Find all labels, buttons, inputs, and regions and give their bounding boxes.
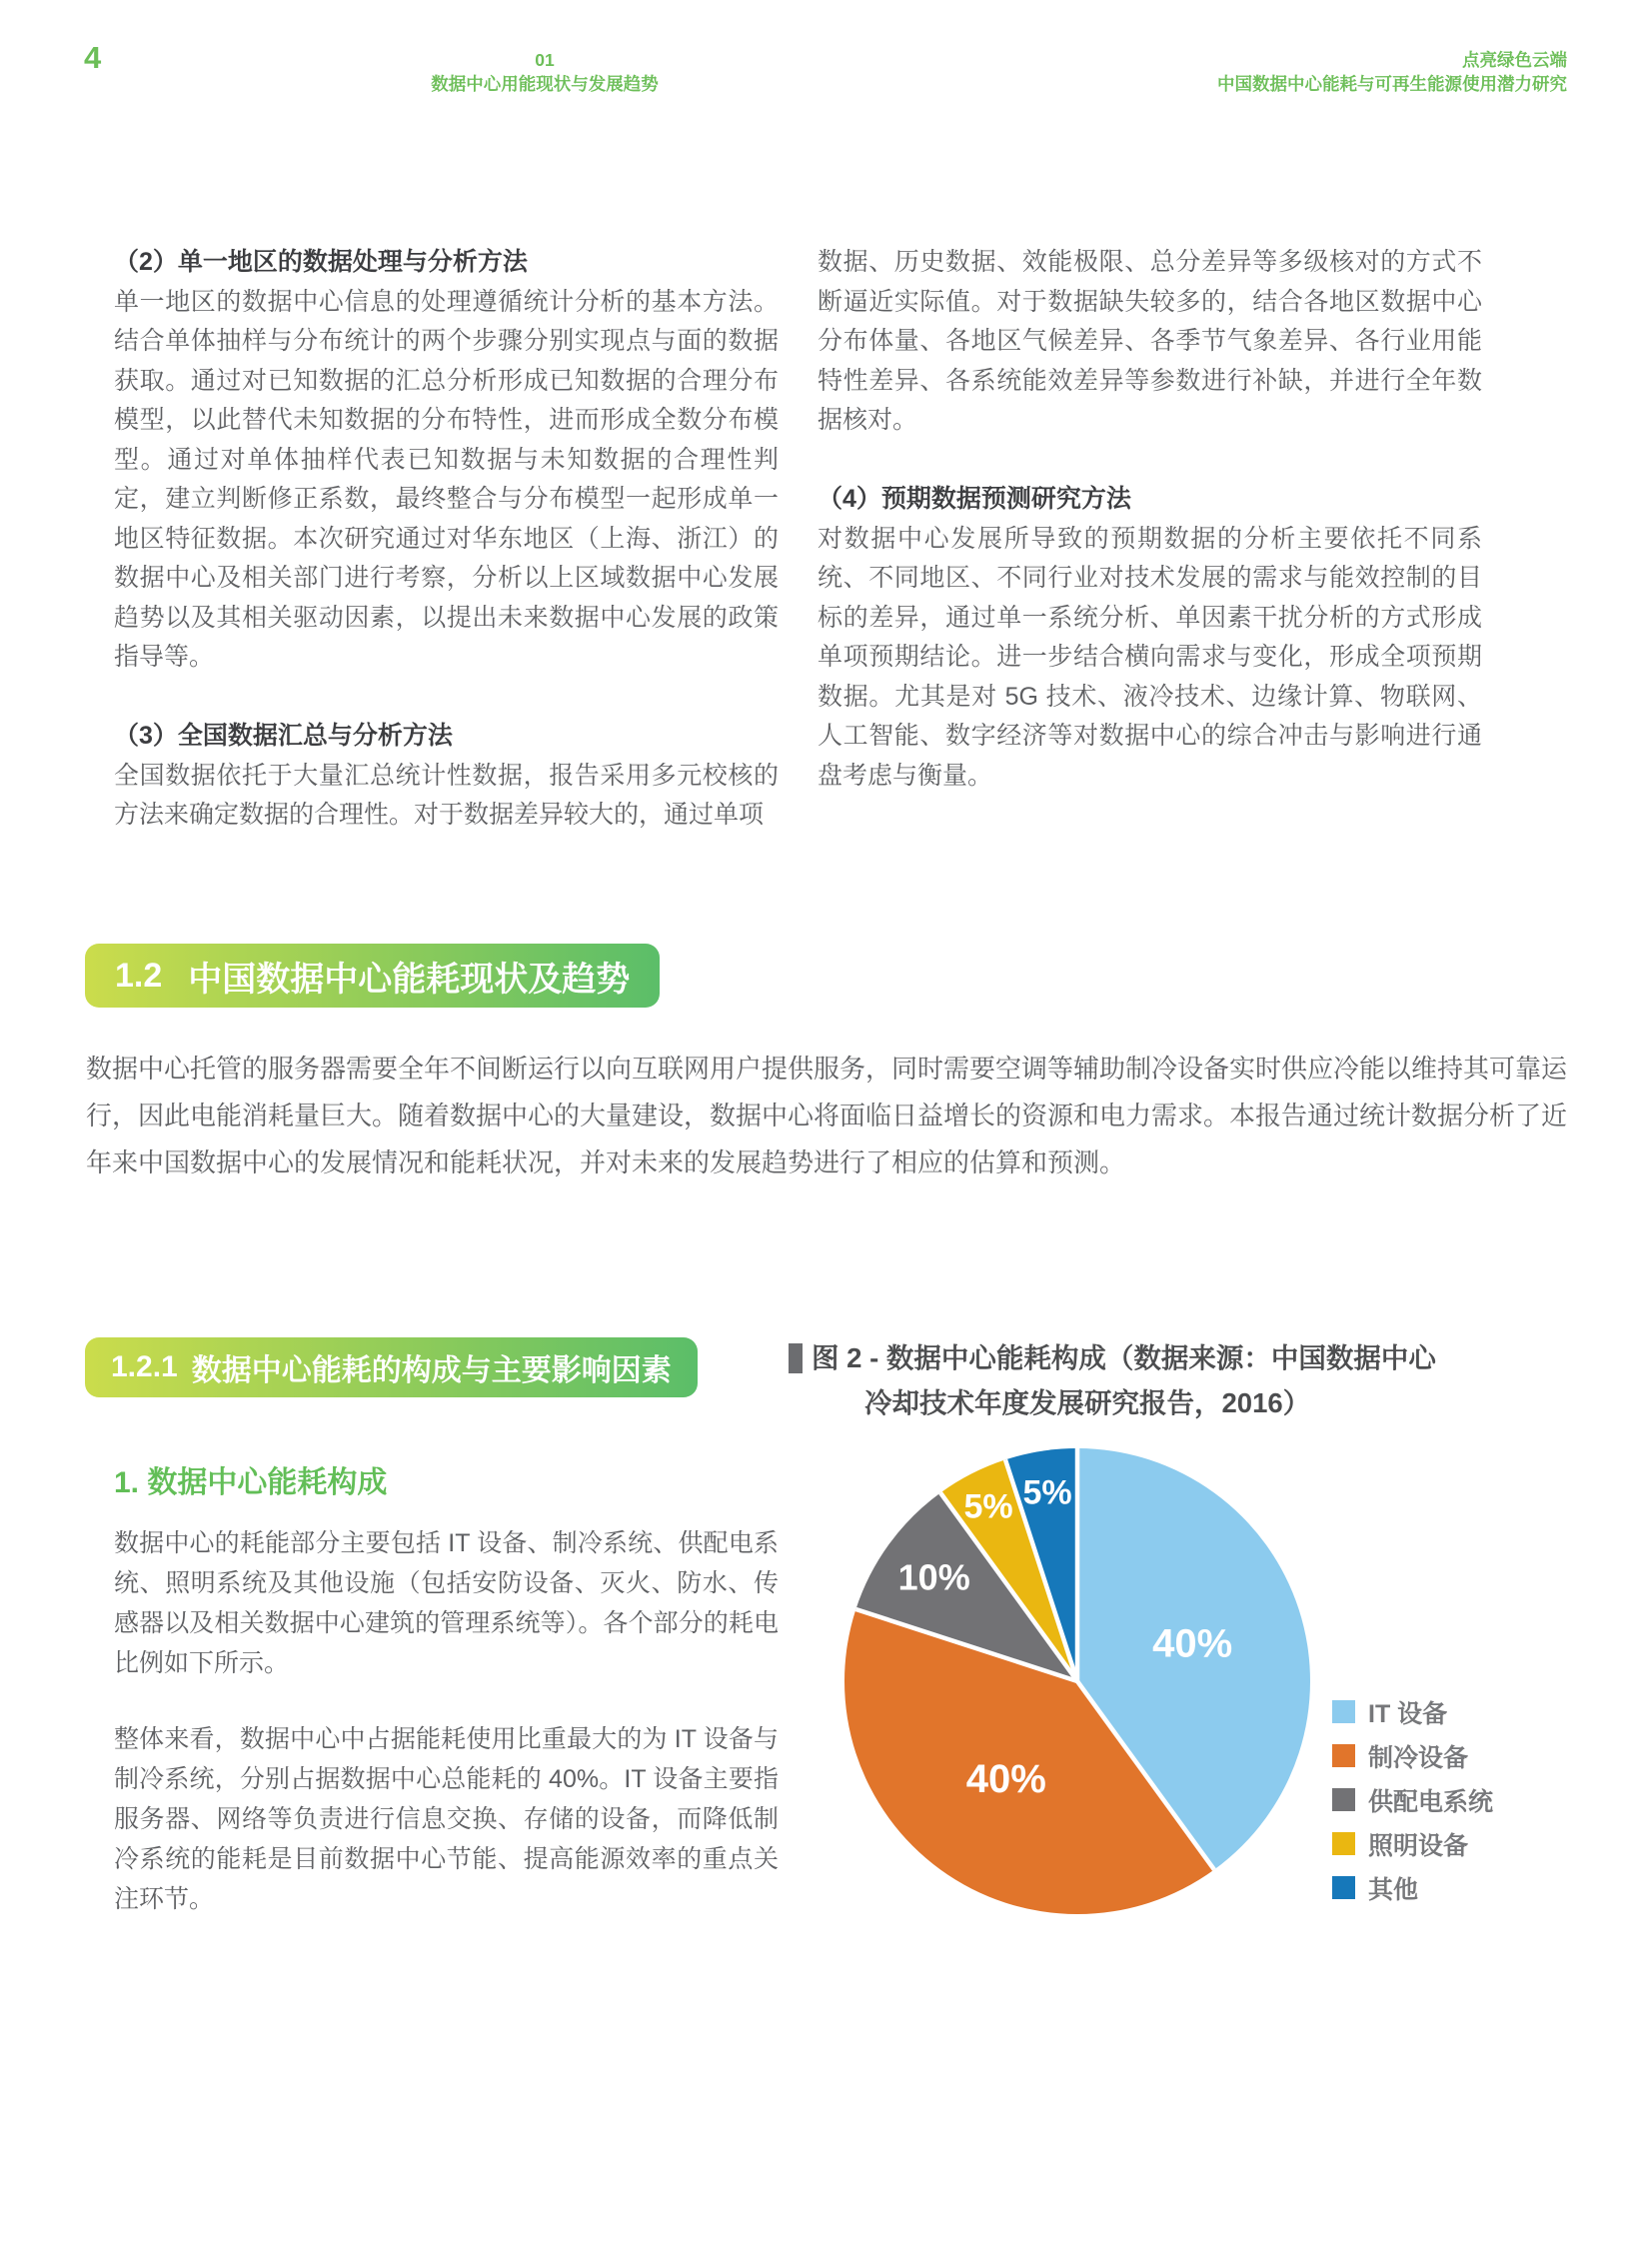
section-1-2-1-title: 数据中心能耗的构成与主要影响因素 bbox=[191, 1354, 672, 1387]
legend-item-1 bbox=[1332, 1699, 1493, 1728]
legend-item-3 bbox=[1332, 1787, 1494, 1816]
section-1-2-1-number: 1.2.1 bbox=[111, 1350, 178, 1383]
pie-chart-energy-composition bbox=[820, 1419, 1339, 1939]
section-1-2-1-heading bbox=[85, 1337, 698, 1397]
pie-slice-label-3: 10% bbox=[897, 1556, 970, 1598]
legend-swatch-icon bbox=[1332, 1744, 1355, 1767]
legend-label: 供配电系统 bbox=[1368, 1787, 1494, 1816]
header-chapter-number: 01 bbox=[535, 50, 555, 70]
method-3-paragraph-continued: 数据、历史数据、效能极限、总分差异等多级核对的方式不断逼近实际值。对于数据缺失较多的，结合各地区数据中心分布体量、各地区气候差异、各季节气象差异、各行业用能特性差异、各系统能效差异等参数进行补缺，并进行全年数据核对。 bbox=[818, 248, 1482, 434]
page-number: 4 bbox=[84, 40, 102, 75]
legend-item-2 bbox=[1332, 1743, 1493, 1772]
pie-slice-label-5: 5% bbox=[1022, 1473, 1072, 1512]
legend-item-5 bbox=[1332, 1875, 1493, 1904]
section-1-2-intro-paragraph: 数据中心托管的服务器需要全年不间断运行以向互联网用户提供服务，同时需要空调等辅助制冷设备实时供应冷能以维持其可靠运行，因此电能消耗量巨大。随着数据中心的大量建设，数据中心将面临日益增长的资源和电力需求。本报告通过统计数据分析了近年来中国数据中心的发展情况和能耗状况，并对未来的发展趋势进行了相应的估算和预测。 bbox=[86, 1054, 1568, 1177]
subheading-energy-composition: 1. 数据中心能耗构成 bbox=[114, 1466, 388, 1499]
section-1-2-number: 1.2 bbox=[115, 956, 163, 995]
figure-2-caption-line1: 图 2 - 数据中心能耗构成（数据来源：中国数据中心 bbox=[812, 1342, 1436, 1373]
legend-item-4 bbox=[1332, 1831, 1493, 1860]
energy-composition-paragraph-1: 数据中心的耗能部分主要包括 IT 设备、制冷系统、供配电系统、照明系统及其他设施（包括安防设备、灭火、防水、传感器以及相关数据中心建筑的管理系统等）。各个部分的耗电比例如下所示。 bbox=[114, 1529, 779, 1677]
legend-label: 照明设备 bbox=[1368, 1831, 1469, 1860]
pie-slice-label-4: 5% bbox=[963, 1487, 1013, 1526]
method-4-heading: （4）预期数据预测研究方法 bbox=[818, 485, 1131, 513]
energy-composition-text-column bbox=[114, 1523, 779, 1919]
section-1-2-heading bbox=[85, 944, 660, 1008]
methods-left-column bbox=[114, 243, 779, 836]
header-report-title-line1: 点亮绿色云端 bbox=[1462, 50, 1567, 70]
pie-slice-label-1: 40% bbox=[1152, 1621, 1233, 1666]
figure-2-caption-text bbox=[812, 1335, 1436, 1425]
method-4-paragraph: 对数据中心发展所导致的预期数据的分析主要依托不同系统、不同地区、不同行业对技术发展的需求与能效控制的目标的差异，通过单一系统分析、单因素干扰分析的方式形成单项预期结论。进一步结合横向需求与变化，形成全项预期数据。尤其是对 5G 技术、液冷技术、边缘计算、物联网、人工智能、数字经济等对数据中心的综合冲击与影响进行通盘考虑与衡量。 bbox=[818, 524, 1482, 790]
method-2-paragraph: 单一地区的数据中心信息的处理遵循统计分析的基本方法。结合单体抽样与分布统计的两个步骤分别实现点与面的数据获取。通过对已知数据的汇总分析形成已知数据的合理分布模型，以此替代未知数据的分布特性，进而形成全数分布模型。通过对单体抽样代表已知数据与未知数据的合理性判定，建立判断修正系数，最终整合与分布模型一起形成单一地区特征数据。本次研究通过对华东地区（上海、浙江）的数据中心及相关部门进行考察，分析以上区域数据中心发展趋势以及其相关驱动因素，以提出未来数据中心发展的政策指导等。 bbox=[114, 287, 779, 671]
legend-label: IT 设备 bbox=[1368, 1699, 1448, 1728]
section-1-2-title: 中国数据中心能耗现状及趋势 bbox=[188, 960, 631, 999]
method-3-paragraph: 全国数据依托于大量汇总统计性数据，报告采用多元校核的方法来确定数据的合理性。对于数据差异较大的，通过单项 bbox=[114, 761, 779, 829]
legend-label: 制冷设备 bbox=[1368, 1743, 1469, 1772]
legend-swatch-icon bbox=[1332, 1832, 1355, 1855]
energy-composition-paragraph-2: 整体来看，数据中心中占据能耗使用比重最大的为 IT 设备与制冷系统，分别占据数据中心总能耗的 40%。IT 设备主要指服务器、网络等负责进行信息交换、存储的设备，而降低制冷系统的能耗是目前数据中心节能、提高能源效率的重点关注环节。 bbox=[114, 1725, 779, 1913]
method-3-heading: （3）全国数据汇总与分析方法 bbox=[114, 722, 453, 750]
header-chapter bbox=[330, 48, 760, 96]
pie-slice-label-2: 40% bbox=[965, 1757, 1046, 1801]
header-chapter-title: 数据中心用能现状与发展趋势 bbox=[431, 74, 659, 94]
legend-label: 其他 bbox=[1368, 1875, 1419, 1904]
legend-swatch-icon bbox=[1332, 1788, 1355, 1811]
method-2-heading: （2）单一地区的数据处理与分析方法 bbox=[114, 248, 528, 276]
figure-2-caption-line2: 冷却技术年度发展研究报告，2016） bbox=[864, 1387, 1311, 1418]
caption-marker-icon bbox=[789, 1343, 803, 1373]
legend-swatch-icon bbox=[1332, 1876, 1355, 1899]
figure-2-caption bbox=[789, 1335, 1436, 1425]
header-report-title-line2: 中国数据中心能耗与可再生能源使用潜力研究 bbox=[1217, 74, 1567, 94]
pie-chart-legend bbox=[1332, 1700, 1493, 1920]
methods-right-column bbox=[818, 243, 1482, 796]
header-report-title bbox=[967, 48, 1567, 96]
legend-swatch-icon bbox=[1332, 1700, 1355, 1723]
